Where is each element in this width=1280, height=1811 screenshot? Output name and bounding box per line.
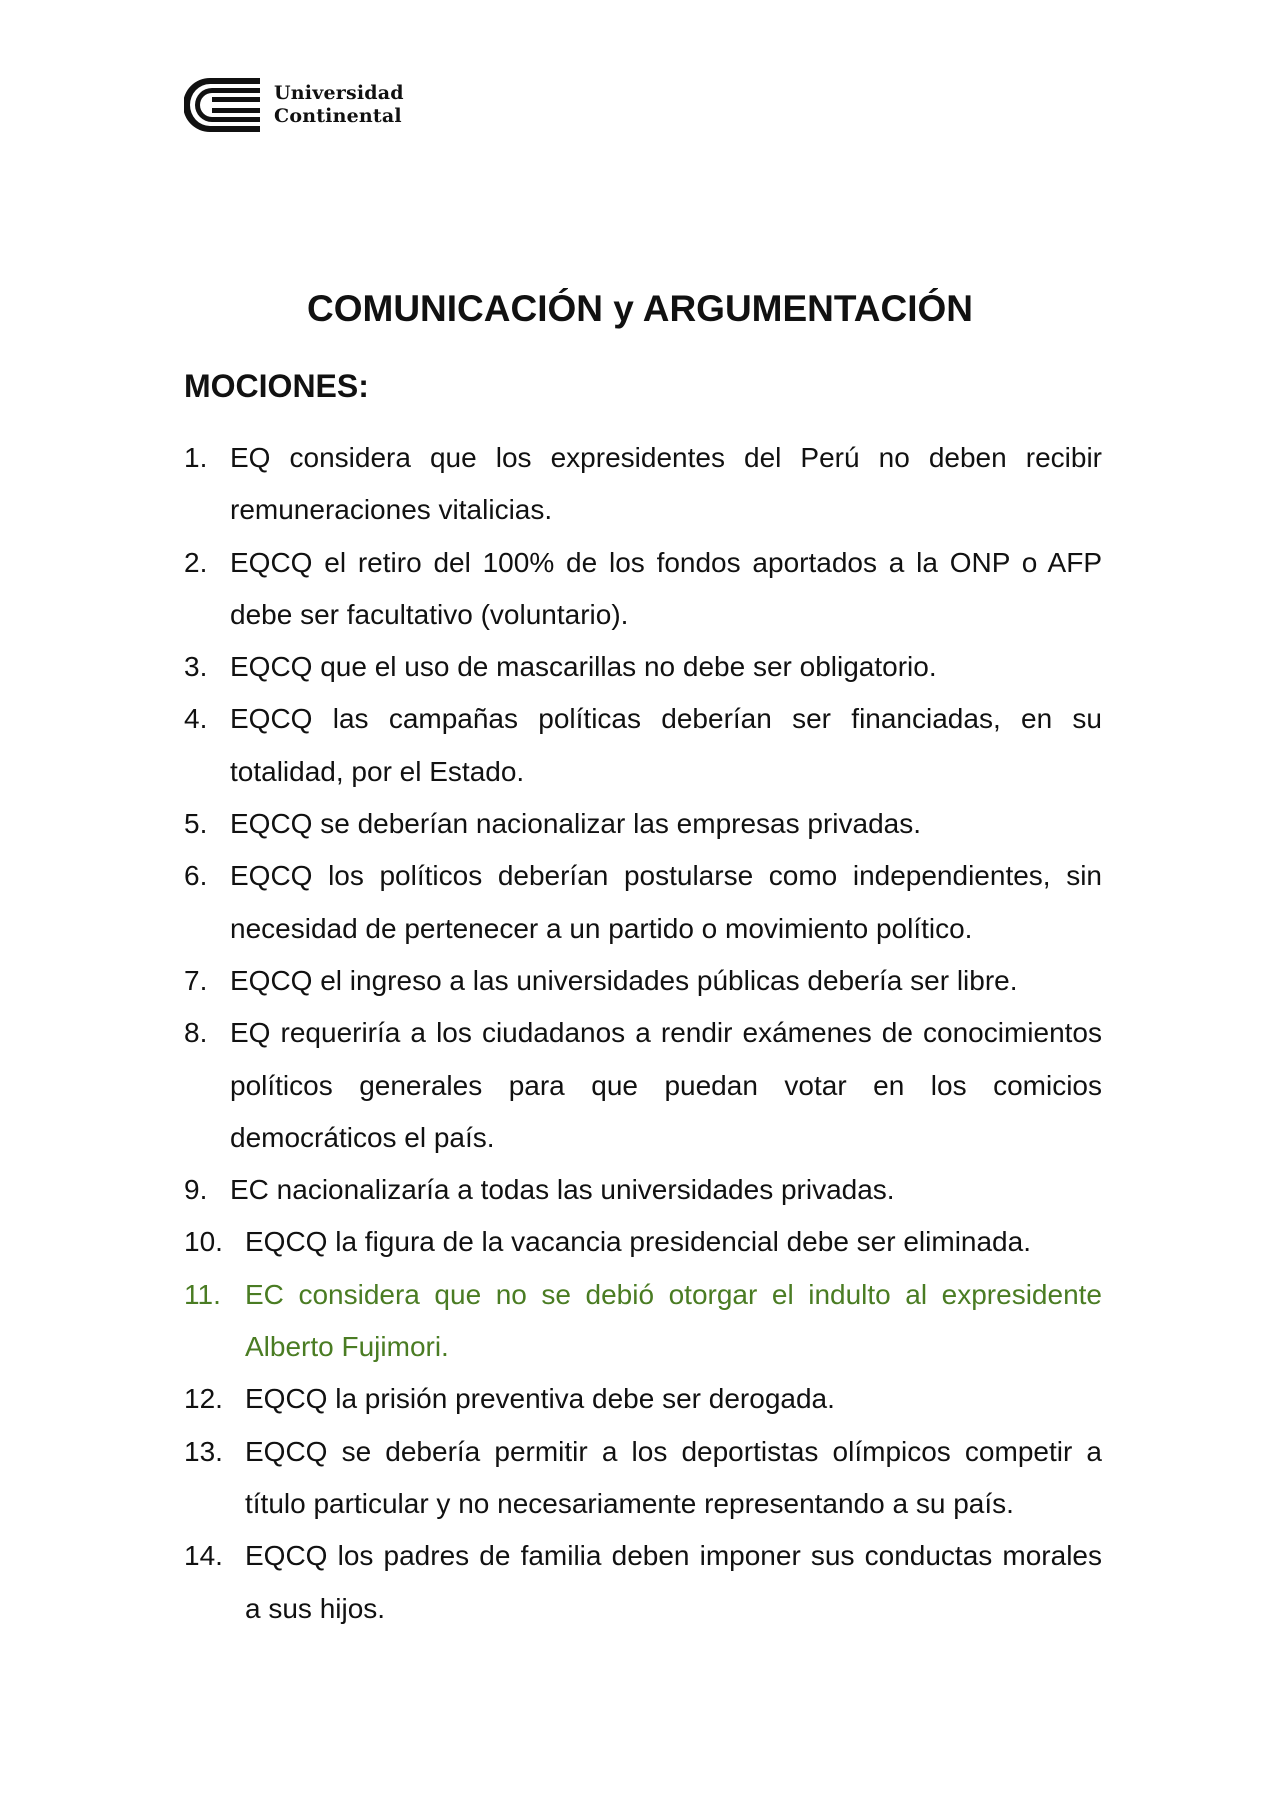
item-text: EQ requeriría a los ciudadanos a rendir exámenes de conocimientos políticos generales para que puedan votar en los comicios democráticos el país. bbox=[230, 1017, 1102, 1153]
motions-list bbox=[184, 432, 1102, 1635]
list-item bbox=[184, 1530, 1102, 1635]
list-item bbox=[184, 1007, 1102, 1164]
item-number: 12. bbox=[184, 1383, 223, 1415]
item-number: 5. bbox=[184, 808, 208, 840]
list-item bbox=[184, 537, 1102, 642]
item-text: EQCQ el retiro del 100% de los fondos aportados a la ONP o AFP debe ser facultativo (voluntario). bbox=[230, 546, 1102, 630]
item-text: EQCQ la figura de la vacancia presidencial debe ser eliminada. bbox=[245, 1226, 1031, 1258]
list-item bbox=[184, 850, 1102, 955]
item-number: 3. bbox=[184, 651, 208, 683]
section-title: MOCIONES: bbox=[184, 368, 369, 404]
logo-line-1: Universidad bbox=[274, 82, 404, 104]
item-text: EQCQ las campañas políticas deberían ser financiadas, en su totalidad, por el Estado. bbox=[230, 703, 1102, 787]
list-item bbox=[184, 1164, 1102, 1216]
item-text: EQCQ la prisión preventiva debe ser derogada. bbox=[245, 1383, 835, 1415]
item-number: 2. bbox=[184, 546, 208, 578]
item-text: EQCQ los padres de familia deben imponer sus conductas morales a sus hijos. bbox=[245, 1540, 1102, 1624]
item-number: 6. bbox=[184, 860, 208, 892]
item-number: 9. bbox=[184, 1174, 208, 1206]
list-item bbox=[184, 641, 1102, 693]
list-item bbox=[184, 955, 1102, 1007]
item-text: EQCQ se debería permitir a los deportistas olímpicos competir a título particular y no necesariamente representando a su país. bbox=[245, 1435, 1102, 1519]
item-text: EQCQ el ingreso a las universidades públicas debería ser libre. bbox=[230, 964, 1018, 996]
item-text: EQCQ que el uso de mascarillas no debe ser obligatorio. bbox=[230, 651, 937, 683]
list-item bbox=[184, 432, 1102, 537]
item-text: EQ considera que los expresidentes del Perú no deben recibir remuneraciones vitalicias. bbox=[230, 442, 1102, 526]
list-item bbox=[184, 798, 1102, 850]
list-item bbox=[184, 1373, 1102, 1425]
item-text: EC considera que no se debió otorgar el indulto al expresidente Alberto Fujimori. bbox=[245, 1278, 1102, 1363]
item-number: 14. bbox=[184, 1540, 223, 1572]
list-item-highlighted bbox=[184, 1269, 1102, 1374]
university-c-logo-icon bbox=[184, 76, 262, 134]
item-text: EQCQ los políticos deberían postularse como independientes, sin necesidad de pertenecer a un partido o movimiento político. bbox=[230, 860, 1102, 944]
item-text: EC nacionalizaría a todas las universidades privadas. bbox=[230, 1174, 895, 1206]
list-item bbox=[184, 1426, 1102, 1531]
item-text: EQCQ se deberían nacionalizar las empresas privadas. bbox=[230, 808, 922, 840]
item-number: 7. bbox=[184, 964, 208, 996]
item-number: 11. bbox=[184, 1278, 221, 1310]
list-item bbox=[184, 693, 1102, 798]
item-number: 13. bbox=[184, 1435, 223, 1467]
list-item bbox=[184, 1216, 1102, 1268]
item-number: 10. bbox=[184, 1226, 223, 1258]
logo-line-2: Continental bbox=[274, 105, 402, 127]
item-number: 8. bbox=[184, 1017, 208, 1049]
document-title: COMUNICACIÓN y ARGUMENTACIÓN bbox=[307, 288, 973, 329]
item-number: 4. bbox=[184, 703, 208, 735]
logo-wordmark bbox=[274, 82, 404, 128]
item-number: 1. bbox=[184, 442, 208, 473]
university-logo bbox=[184, 76, 404, 134]
